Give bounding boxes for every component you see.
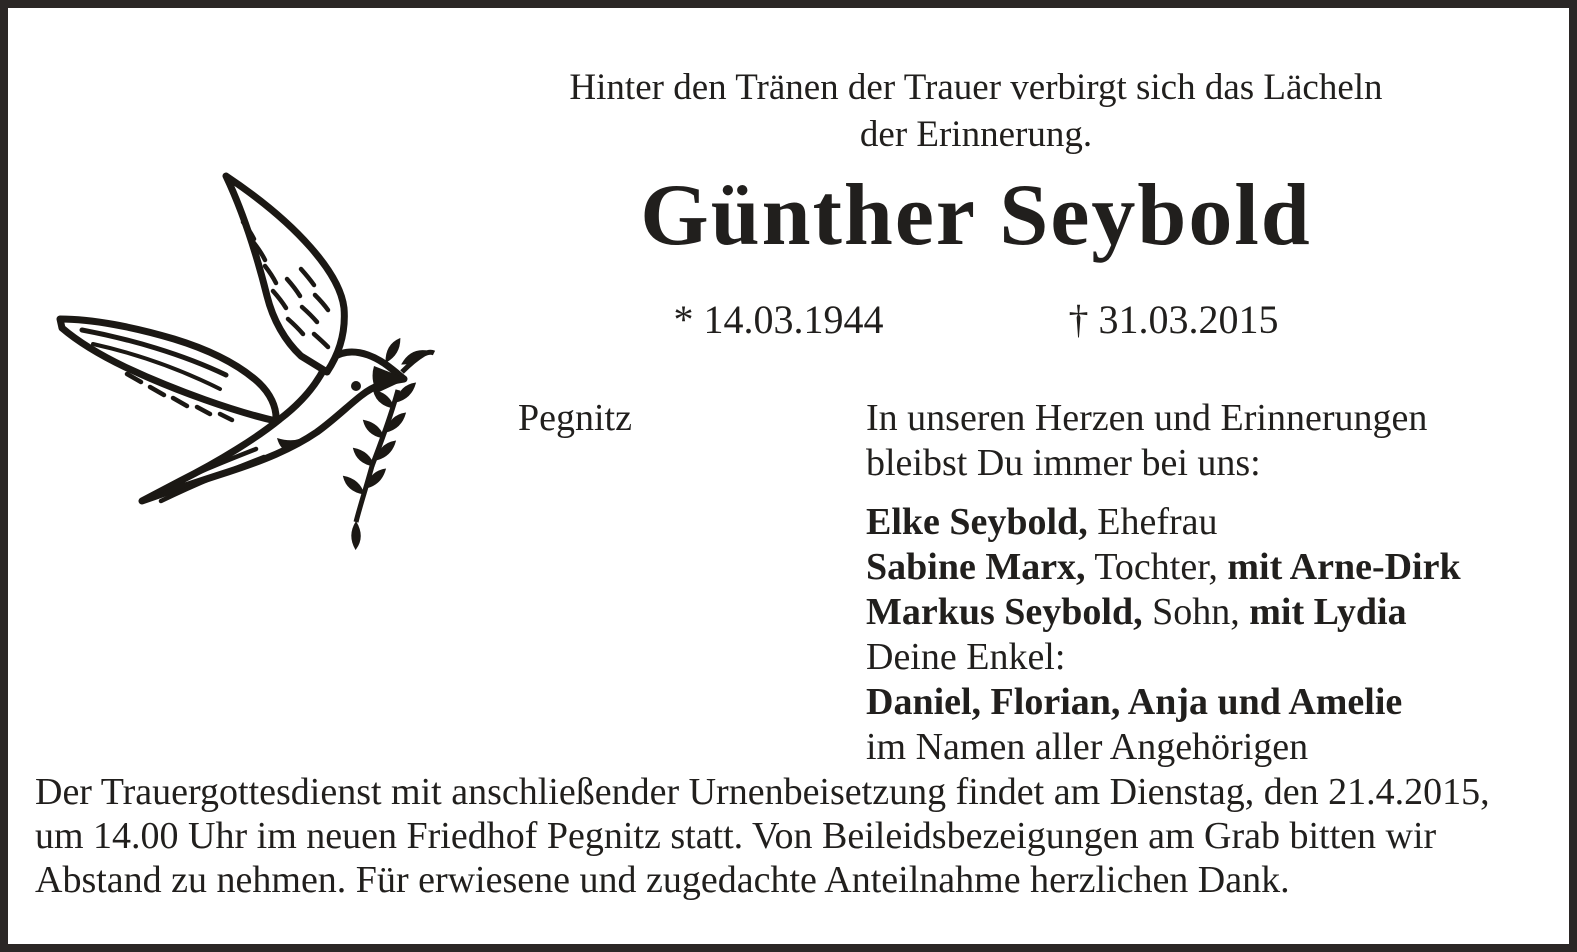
dove-eye	[351, 381, 361, 391]
funeral-info	[35, 770, 1551, 902]
funeral-line-2: um 14.00 Uhr im neuen Friedhof Pegnitz statt. Von Beileidsbezeigungen am Grab bitten wir	[35, 815, 1437, 857]
mourner-line	[866, 635, 1506, 680]
epigraph-line-1: Hinter den Tränen der Trauer verbirgt sich das Lächeln	[569, 67, 1383, 108]
mourner-label: Deine Enkel:	[866, 636, 1066, 678]
intro-line-2: bleibst Du immer bei uns:	[866, 442, 1261, 484]
mourner-line	[866, 545, 1506, 590]
epigraph-line-2: der Erinnerung.	[859, 114, 1093, 155]
mourners-list	[866, 500, 1506, 770]
mourner-name: Elke Seybold,	[866, 501, 1088, 543]
intro-text	[866, 396, 1506, 486]
birth-date: * 14.03.1944	[673, 297, 884, 342]
mourner-line	[866, 590, 1506, 635]
funeral-line-1: Der Trauergottesdienst mit anschließender Urnenbeisetzung findet am Dienstag, den 21.4.2015,	[35, 771, 1490, 813]
place-label: Pegnitz	[518, 397, 632, 439]
mourner-line	[866, 680, 1506, 725]
mourners-section	[866, 396, 1506, 770]
mourner-line	[866, 500, 1506, 545]
mourner-name: Sabine Marx,	[866, 546, 1086, 588]
intro-line-1: In unseren Herzen und Erinnerungen	[866, 397, 1428, 439]
mourner-name: Daniel, Florian, Anja und Amelie	[866, 681, 1403, 723]
mourner-partner: mit Arne-Dirk	[1227, 546, 1461, 588]
mourner-relation: Ehefrau	[1087, 501, 1218, 543]
mourner-partner: mit Lydia	[1249, 591, 1407, 633]
deceased-name: Günther Seybold	[640, 167, 1312, 264]
funeral-line-3: Abstand zu nehmen. Für erwiesene und zugedachte Anteilnahme herzlichen Dank.	[35, 859, 1290, 901]
mourner-label: im Namen aller Angehörigen	[866, 726, 1309, 768]
death-date: † 31.03.2015	[1068, 297, 1279, 342]
mourner-relation: Tochter,	[1085, 546, 1228, 588]
life-dates	[376, 296, 1576, 344]
mourner-relation: Sohn,	[1142, 591, 1250, 633]
mourner-name: Markus Seybold,	[866, 591, 1143, 633]
epigraph	[376, 64, 1576, 158]
mourner-line	[866, 725, 1506, 770]
